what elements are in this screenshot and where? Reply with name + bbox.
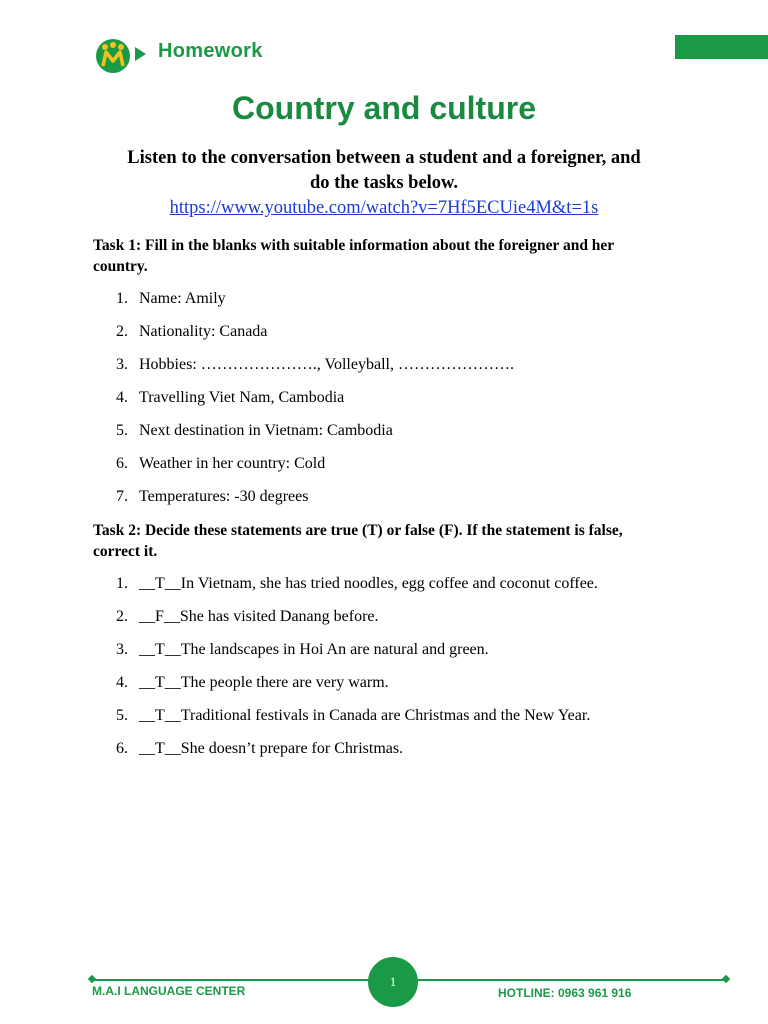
- intro-instructions: [80, 146, 688, 196]
- item-text: __F__She has visited Danang before.: [139, 608, 379, 625]
- item-number: 1.: [116, 575, 128, 592]
- intro-line-2: do the tasks below.: [309, 173, 459, 193]
- item-text: __T__The landscapes in Hoi An are natural and green.: [139, 641, 489, 658]
- item-number: 7.: [116, 488, 128, 505]
- item-number: 3.: [116, 356, 128, 373]
- item-number: 6.: [116, 455, 128, 472]
- youtube-link[interactable]: https://www.youtube.com/watch?v=7Hf5ECUie4M&t=1s: [169, 198, 599, 218]
- item-text: Hobbies: …………………., Volleyball, ………………….: [139, 356, 514, 373]
- task1-heading: [93, 235, 683, 277]
- page-title: Country and culture: [231, 90, 536, 126]
- item-text: Nationality: Canada: [139, 323, 268, 340]
- item-text: Next destination in Vietnam: Cambodia: [139, 422, 393, 439]
- task2-heading: [93, 520, 683, 562]
- item-text: Travelling Viet Nam, Cambodia: [139, 389, 345, 406]
- mai-logo-icon: [95, 38, 131, 74]
- footer-diamond-right-icon: [722, 975, 730, 983]
- item-number: 5.: [116, 707, 128, 724]
- item-number: 6.: [116, 740, 128, 757]
- task1-heading-line-2: country.: [93, 258, 148, 275]
- item-number: 2.: [116, 608, 128, 625]
- task1-heading-line-1: Task 1: Fill in the blanks with suitable information about the foreigner and her: [93, 237, 615, 254]
- page-number-badge: 1: [368, 957, 418, 1007]
- footer-center-name: M.A.I LANGUAGE CENTER: [92, 984, 246, 998]
- item-text: __T__The people there are very warm.: [139, 674, 389, 691]
- item-text: __T__Traditional festivals in Canada are Christmas and the New Year.: [139, 707, 591, 724]
- task2-heading-line-2: correct it.: [93, 543, 158, 560]
- item-number: 3.: [116, 641, 128, 658]
- item-number: 1.: [116, 290, 128, 307]
- item-number: 5.: [116, 422, 128, 439]
- item-text: Name: Amily: [139, 290, 226, 307]
- item-number: 4.: [116, 389, 128, 406]
- item-number: 4.: [116, 674, 128, 691]
- footer-hotline: HOTLINE: 0963 961 916: [498, 986, 632, 1000]
- header-label: Homework: [158, 40, 263, 62]
- item-number: 2.: [116, 323, 128, 340]
- intro-line-1: Listen to the conversation between a student and a foreigner, and: [127, 148, 641, 168]
- item-text: Temperatures: -30 degrees: [139, 488, 309, 505]
- item-text: __T__In Vietnam, she has tried noodles, egg coffee and coconut coffee.: [139, 575, 598, 592]
- task2-heading-line-1: Task 2: Decide these statements are true (T) or false (F). If the statement is false,: [93, 522, 623, 539]
- corner-accent-bar: [675, 35, 768, 59]
- footer-diamond-left-icon: [88, 975, 96, 983]
- item-text: __T__She doesn’t prepare for Christmas.: [139, 740, 404, 757]
- arrow-right-icon: [135, 47, 146, 61]
- item-text: Weather in her country: Cold: [139, 455, 326, 472]
